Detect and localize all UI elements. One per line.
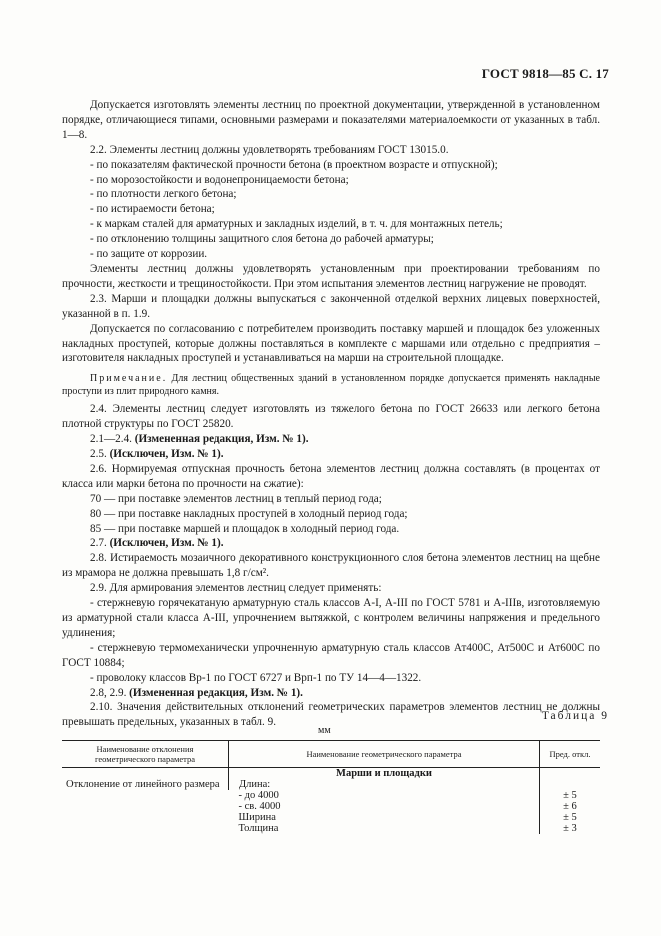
amendment-note: (Измененная редакция, Изм. № 1). — [129, 686, 303, 699]
list-item: - к маркам сталей для арматурных и закладных изделий, в т. ч. для монтажных петель; — [90, 218, 503, 231]
page-header: ГОСТ 9818—85 С. 17 — [481, 66, 609, 81]
table-cell: Отклонение от линейного размера — [66, 779, 220, 790]
table-section-title: Марши и площадки — [229, 768, 540, 780]
table-header-row — [62, 741, 600, 768]
table-cell — [540, 779, 601, 790]
list-item: 70 — при поставке элементов лестниц в теплый период года; — [90, 492, 382, 505]
paragraph: Допускается по согласованию с потребителем производить поставку маршей и площадок без уложенных накладных проступей, которые должны поставляться в комплекте с маршами или отдельно с предприятия – изготовителя накладных проступей и устанавливаться на марши на строительной площадке. — [62, 322, 600, 365]
requirements-list — [62, 158, 600, 262]
table-cell: Длина: — [229, 779, 540, 790]
table-cell: ± 3 — [540, 823, 601, 834]
amendment-line — [62, 447, 600, 462]
table-cell: ± 5 — [540, 790, 601, 801]
body-text — [62, 98, 600, 730]
amendment-line — [62, 536, 600, 551]
amendment-line — [62, 686, 600, 701]
paragraph: Элементы лестниц должны удовлетворять установленным при проектировании требованиям по прочности, жесткости и трещиностойкости. При этом испытания элементов лестниц нагружение не проводят. — [62, 262, 600, 290]
table-cell: Толщина — [238, 823, 279, 834]
column-header: Наименование геометрического параметра — [229, 741, 540, 768]
table-cell — [62, 768, 229, 780]
paragraph: 2.2. Элементы лестниц должны удовлетворять требованиям ГОСТ 13015.0. — [90, 143, 449, 156]
note-text: Для лестниц общественных зданий в установленном порядке допускается применять накладные проступи из плит природного камня. — [62, 373, 600, 398]
paragraph: - стержневую горячекатаную арматурную сталь классов А-I, А-III по ГОСТ 5781 и А-IIIв, изготовляемую из арматурной стали класса А-III, упрочнением вытяжкой, с контролем величины напряжения и предельного удлинения; — [62, 597, 600, 639]
table-cell: Ширина — [238, 812, 276, 823]
paragraph: - проволоку классов Вр-1 по ГОСТ 6727 и Врп-1 по ТУ 14—4—1322. — [90, 671, 422, 684]
list-item: 85 — при поставке маршей и площадок в холодный период года. — [90, 522, 400, 535]
paragraph: 2.6. Нормируемая отпускная прочность бетона элементов лестниц должна составлять (в процентах от класса или марки бетона по прочности на сжатие): — [62, 462, 600, 490]
table-row — [62, 779, 600, 790]
clause-number: 2.7. — [90, 537, 110, 550]
strength-list — [62, 492, 600, 537]
list-item: - по отклонению толщины защитного слоя бетона до рабочей арматуры; — [90, 233, 434, 246]
column-header: Наименование отклонения геометрического параметра — [62, 741, 229, 768]
list-item: 80 — при поставке накладных проступей в холодный период года; — [90, 507, 408, 520]
table-caption: Таблица 9 — [541, 710, 609, 722]
clause-number: 2.8, 2.9. — [90, 686, 130, 699]
amendment-note: (Исключен, Изм. № 1). — [109, 537, 224, 550]
paragraph: 2.4. Элементы лестниц следует изготовлять из тяжелого бетона по ГОСТ 26633 или легкого бетона плотной структуры по ГОСТ 25820. — [62, 403, 600, 431]
amendment-note: (Исключен, Изм. № 1). — [109, 448, 224, 461]
amendment-note: (Измененная редакция, Изм. № 1). — [134, 433, 309, 446]
amendment-line — [62, 432, 600, 447]
paragraph: 2.8. Истираемость мозаичного декоративного конструкционного слоя бетона элементов лестниц на щебне из мрамора не должна превышать 1,8 г/см². — [62, 552, 600, 580]
list-item: - по показателям фактической прочности бетона (в проектном возрасте и отпускной); — [90, 158, 498, 171]
paragraph: - стержневую термомеханически упрочненную арматурную сталь классов Ат400С, Ат500С и Ат600С по ГОСТ 10884; — [62, 641, 600, 669]
clause-number: 2.1—2.4. — [90, 433, 135, 446]
list-item: - по морозостойкости и водонепроницаемости бетона; — [90, 173, 349, 186]
tolerance-table — [62, 740, 600, 834]
table-cell — [540, 768, 601, 780]
list-item: - по защите от коррозии. — [90, 248, 208, 261]
note-label: Примечание. — [90, 373, 168, 385]
note — [62, 372, 600, 398]
table-cell: - до 4000 — [238, 790, 279, 801]
column-header: Пред. откл. — [540, 741, 601, 768]
list-item: - по истираемости бетона; — [90, 203, 215, 216]
paragraph: Допускается изготовлять элементы лестниц по проектной документации, утвержденной в установленном порядке, отличающиеся типами, основными размерами и показателями материалоемкости от указанных в табл. 1—8. — [62, 99, 600, 141]
table-units: мм — [318, 725, 331, 736]
table-cell: ± 6 — [540, 801, 601, 812]
table-cell: - св. 4000 — [238, 801, 281, 812]
table-cell: ± 5 — [540, 812, 601, 823]
paragraph: 2.3. Марши и площадки должны выпускаться с законченной отделкой верхних лицевых поверхностей, указанной в п. 1.9. — [62, 292, 600, 320]
paragraph: 2.9. Для армирования элементов лестниц следует применять: — [90, 582, 382, 595]
table-row — [62, 768, 600, 780]
paragraph: 2.10. Значения действительных отклонений геометрических параметров элементов лестниц не должны превышать предельных, указанных в табл. 9. — [62, 701, 600, 729]
list-item: - по плотности легкого бетона; — [90, 188, 237, 201]
clause-number: 2.5. — [90, 448, 110, 461]
